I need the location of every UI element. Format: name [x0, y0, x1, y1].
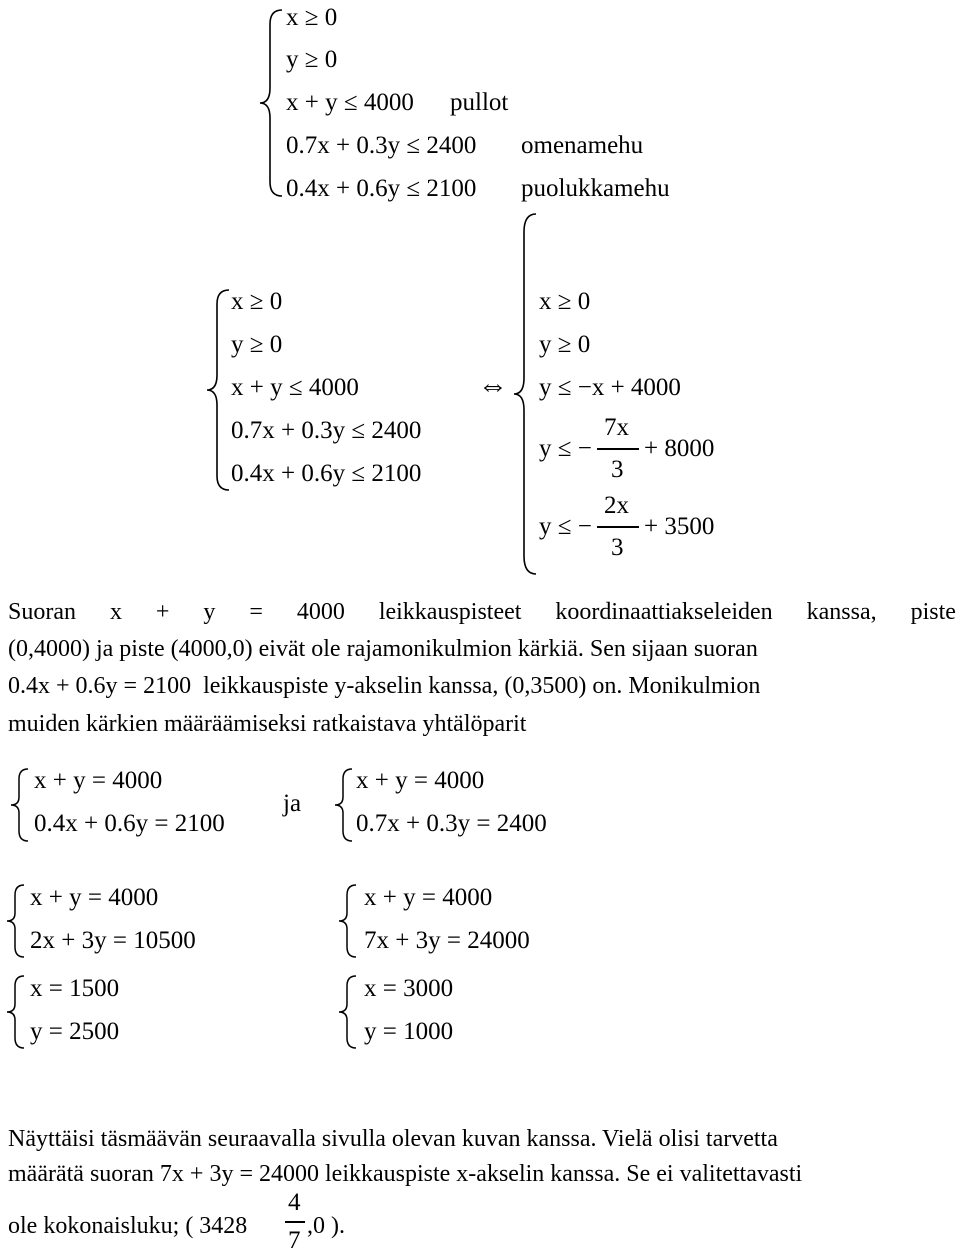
left-b-brace	[4, 974, 28, 1050]
pair1-brace	[8, 767, 32, 843]
system1-line-3: x + y ≤ 4000	[286, 89, 414, 116]
frac2-suffix: + 3500	[644, 513, 715, 540]
pair2-line-2: 0.7x + 0.3y = 2400	[356, 810, 547, 837]
left-a-line-2: 2x + 3y = 10500	[30, 927, 196, 954]
paragraph1-line-1: Suoran x + y = 4000 leikkauspisteet koordinaattiakseleiden kanssa, piste	[8, 599, 956, 625]
system2-left-line-2: y ≥ 0	[231, 331, 283, 358]
system1-label-omenamehu: omenamehu	[521, 132, 644, 159]
paragraph1-line-3: 0.4x + 0.6y = 2100 leikkauspiste y-akselin kanssa, (0,3500) on. Monikulmion	[8, 673, 761, 699]
mixed-fraction-numerator: 4	[288, 1189, 301, 1216]
frac1-numerator: 7x	[604, 414, 629, 441]
frac2-bar	[597, 526, 639, 528]
equivalence-arrow: ⇔	[478, 369, 508, 402]
system2-left-line-5: 0.4x + 0.6y ≤ 2100	[231, 460, 422, 487]
system1-line-5: 0.4x + 0.6y ≤ 2100	[286, 175, 477, 202]
system1-brace	[258, 8, 288, 198]
frac1-suffix: + 8000	[644, 435, 715, 462]
system1-line-4: 0.7x + 0.3y ≤ 2400	[286, 132, 477, 159]
frac2-denominator: 3	[611, 534, 624, 561]
system2-right-line-2: y ≥ 0	[539, 331, 591, 358]
left-a-brace	[4, 883, 28, 959]
left-a-line-1: x + y = 4000	[30, 884, 159, 911]
right-b-brace	[336, 974, 360, 1050]
left-b-line-1: x = 1500	[30, 975, 120, 1002]
paragraph2-line-3-suffix: ,0 ).	[307, 1213, 345, 1239]
pair1-line-1: x + y = 4000	[34, 767, 163, 794]
system2-left-line-1: x ≥ 0	[231, 288, 283, 315]
pair-ja: ja	[283, 790, 302, 817]
frac2-prefix: y ≤ −	[539, 513, 592, 540]
paragraph2-line-3-prefix: ole kokonaisluku; ( 3428	[8, 1213, 248, 1239]
pair2-brace	[332, 767, 356, 843]
right-a-line-2: 7x + 3y = 24000	[364, 927, 530, 954]
left-b-line-2: y = 2500	[30, 1018, 120, 1045]
mixed-fraction-denominator: 7	[288, 1227, 301, 1254]
right-a-line-1: x + y = 4000	[364, 884, 493, 911]
mixed-fraction-bar	[285, 1221, 305, 1223]
paragraph2-line-1: Näyttäisi täsmäävän seuraavalla sivulla olevan kuvan kanssa. Vielä olisi tarvetta	[8, 1126, 778, 1152]
frac1-prefix: y ≤ −	[539, 435, 592, 462]
system2-right-line-3: y ≤ −x + 4000	[539, 374, 681, 401]
system2-left-line-3: x + y ≤ 4000	[231, 374, 359, 401]
system2-right-line-1: x ≥ 0	[539, 288, 591, 315]
right-a-brace	[336, 883, 360, 959]
pair1-line-2: 0.4x + 0.6y = 2100	[34, 810, 225, 837]
frac1-bar	[597, 448, 639, 450]
paragraph2-line-2: määrätä suoran 7x + 3y = 24000 leikkauspiste x-akselin kanssa. Se ei valitettavasti	[8, 1161, 803, 1187]
system2-left-line-4: 0.7x + 0.3y ≤ 2400	[231, 417, 422, 444]
pair2-line-1: x + y = 4000	[356, 767, 485, 794]
paragraph1-line-4: muiden kärkien määräämiseksi ratkaistava yhtälöparit	[8, 711, 527, 737]
right-b-line-1: x = 3000	[364, 975, 454, 1002]
system1-label-pullot: pullot	[450, 89, 509, 116]
right-b-line-2: y = 1000	[364, 1018, 454, 1045]
system1-line-2: y ≥ 0	[286, 46, 338, 73]
system1-line-1: x ≥ 0	[286, 4, 338, 31]
frac1-denominator: 3	[611, 456, 624, 483]
paragraph1-line-2: (0,4000) ja piste (4000,0) eivät ole rajamonikulmion kärkiä. Sen sijaan suoran	[8, 636, 758, 662]
frac2-numerator: 2x	[604, 492, 629, 519]
system2-right-brace	[512, 212, 542, 576]
system1-label-puolukkamehu: puolukkamehu	[521, 175, 670, 202]
